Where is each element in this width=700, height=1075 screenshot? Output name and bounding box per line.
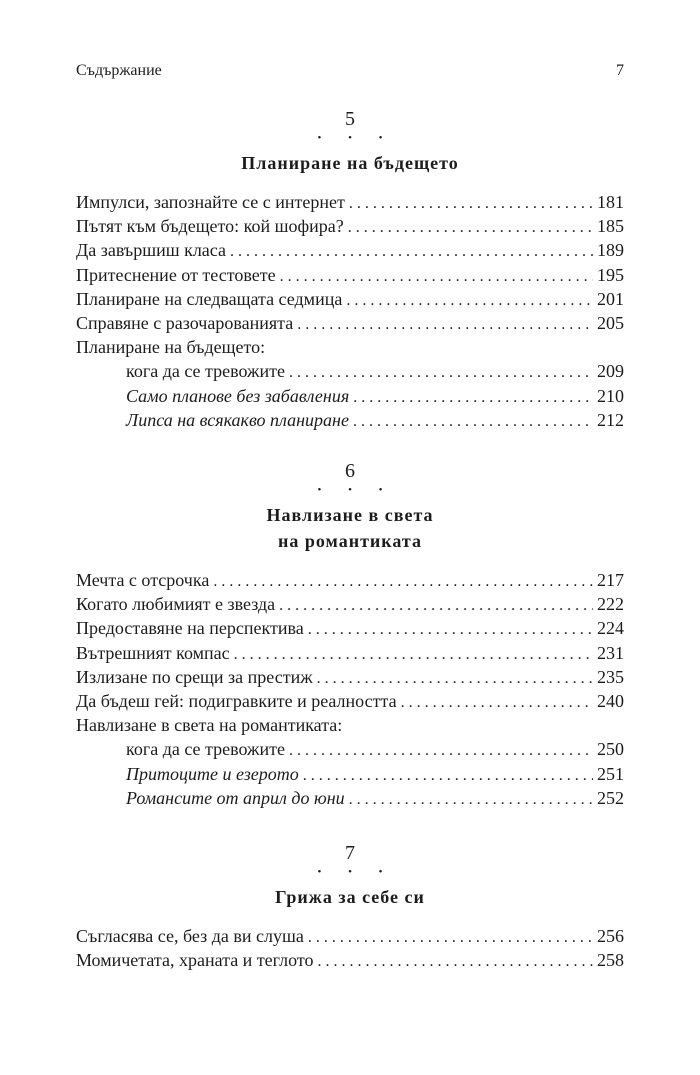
dot-leader	[401, 691, 593, 715]
toc-entry-title: Притеснение от тестовете	[76, 264, 276, 285]
toc-entry-page: 205	[597, 312, 624, 333]
toc-entry-page: 235	[597, 666, 624, 687]
toc-entry-title: кога да се тревожите	[126, 361, 285, 382]
toc-entry-page: 258	[597, 950, 624, 971]
dot-leader	[349, 788, 593, 812]
part-number: 5	[345, 108, 355, 130]
toc-entry-title: кога да се тревожите	[126, 739, 285, 760]
toc-entry-page: 231	[597, 642, 624, 663]
toc-entry-page: 195	[597, 264, 624, 285]
toc-entry	[76, 786, 624, 810]
toc-entry	[76, 238, 624, 262]
toc-entry	[76, 948, 624, 972]
dot-leader	[289, 361, 593, 385]
part-6	[76, 460, 624, 810]
toc-entry-page: 252	[597, 787, 624, 808]
toc-entry-page: 222	[597, 594, 624, 615]
toc-entry	[76, 190, 624, 214]
dot-leader	[353, 386, 593, 410]
toc-entry-title: Съгласява се, без да ви слуша	[76, 926, 304, 946]
toc-entry-title: Да завършиш класа	[76, 240, 226, 261]
dot-leader	[230, 240, 593, 264]
toc-entry-title: Само планове без забавления	[126, 385, 350, 406]
toc-entry-page: 201	[597, 288, 624, 309]
toc-entry-page: 250	[597, 739, 624, 760]
toc-entries	[76, 568, 624, 810]
dot-leader	[289, 739, 593, 763]
toc-entry-title: Притоците и езерото	[126, 763, 299, 784]
toc-entry-page: 217	[597, 570, 624, 590]
toc-entry	[76, 359, 624, 383]
toc-entry-title: Да бъдеш гей: подигравките и реалността	[76, 690, 397, 711]
toc-entry	[76, 287, 624, 311]
running-head	[76, 62, 624, 80]
toc-entry-page: 212	[597, 409, 624, 430]
toc-entry	[76, 335, 624, 359]
part-title-line: Планиране на бъдещето	[241, 153, 459, 173]
part-title	[76, 502, 624, 554]
toc-entry-page: 181	[597, 192, 624, 212]
dot-leader	[297, 313, 593, 337]
dot-leader	[349, 192, 593, 216]
toc-entry	[76, 408, 624, 432]
dot-leader	[318, 950, 593, 974]
toc-entry-page: 256	[597, 926, 624, 946]
part-5	[76, 108, 624, 432]
toc-entry	[76, 737, 624, 761]
toc-entry	[76, 384, 624, 408]
toc-entry	[76, 616, 624, 640]
part-7	[76, 842, 624, 972]
toc-entry-title: Излизане по срещи за престиж	[76, 666, 313, 687]
toc-entry-title: Романсите от април до юни	[126, 787, 345, 808]
part-title	[76, 150, 624, 176]
dot-leader	[346, 289, 593, 313]
part-number: 7	[345, 842, 355, 864]
toc-entry-page: 185	[597, 216, 624, 237]
toc-entry-title: Справяне с разочарованията	[76, 312, 294, 333]
toc-entry-page: 224	[597, 618, 624, 639]
toc-entry	[76, 924, 624, 948]
toc-entry-title: Момичетата, храната и теглото	[76, 950, 314, 971]
part-number: 6	[345, 460, 355, 482]
page-number: 7	[616, 62, 624, 79]
dot-leader	[308, 618, 593, 642]
dot-leader	[303, 764, 593, 788]
dot-leader	[279, 594, 593, 618]
toc-entry-page: 210	[597, 385, 624, 406]
toc-entry-title: Планиране на следващата седмица	[76, 288, 343, 309]
dot-leader	[213, 570, 593, 594]
toc-entry-title: Когато любимият е звезда	[76, 594, 276, 615]
toc-entry	[76, 762, 624, 786]
dot-leader	[348, 216, 593, 240]
dot-leader	[280, 265, 593, 289]
toc-entries	[76, 190, 624, 432]
toc-entry-title: Импулси, запознайте се с интернет	[76, 192, 345, 212]
toc-entry	[76, 641, 624, 665]
toc-entry-title: Пътят към бъдещето: кой шофира?	[76, 216, 344, 237]
part-title-line: Грижа за себе си	[275, 887, 425, 907]
dot-leader	[308, 926, 593, 950]
part-title	[76, 884, 624, 910]
toc-entry-title: Планиране на бъдещето:	[76, 337, 266, 358]
toc-entry-title: Навлизане в света на романтиката:	[76, 715, 343, 736]
toc-entry-title: Липса на всякакво планиране	[126, 409, 349, 430]
dot-leader	[317, 667, 593, 691]
part-title-line: на романтиката	[278, 531, 422, 551]
toc-entry	[76, 665, 624, 689]
ornament-dots: • • •	[317, 484, 395, 496]
toc-entry-page: 189	[597, 240, 624, 261]
dot-leader	[353, 410, 593, 434]
ornament-dots: • • •	[317, 866, 395, 878]
toc-entries	[76, 924, 624, 972]
toc-entry-title: Предоставяне на перспектива	[76, 618, 304, 639]
toc-entry-page: 209	[597, 361, 624, 382]
part-title-line: Навлизане в света	[266, 505, 434, 525]
ornament-dots: • • •	[317, 132, 395, 144]
toc-entry	[76, 568, 624, 592]
toc-entry-title: Мечта с отсрочка	[76, 570, 210, 590]
toc-entry	[76, 263, 624, 287]
toc-entry	[76, 214, 624, 238]
toc-entry-page: 240	[597, 690, 624, 711]
toc-entry-page: 251	[597, 763, 624, 784]
toc-entry-title: Вътрешният компас	[76, 642, 230, 663]
toc-entry	[76, 311, 624, 335]
running-head-section: Съдържание	[76, 62, 162, 79]
dot-leader	[234, 643, 593, 667]
toc-entry	[76, 689, 624, 713]
toc-entry	[76, 592, 624, 616]
toc-entry	[76, 713, 624, 737]
